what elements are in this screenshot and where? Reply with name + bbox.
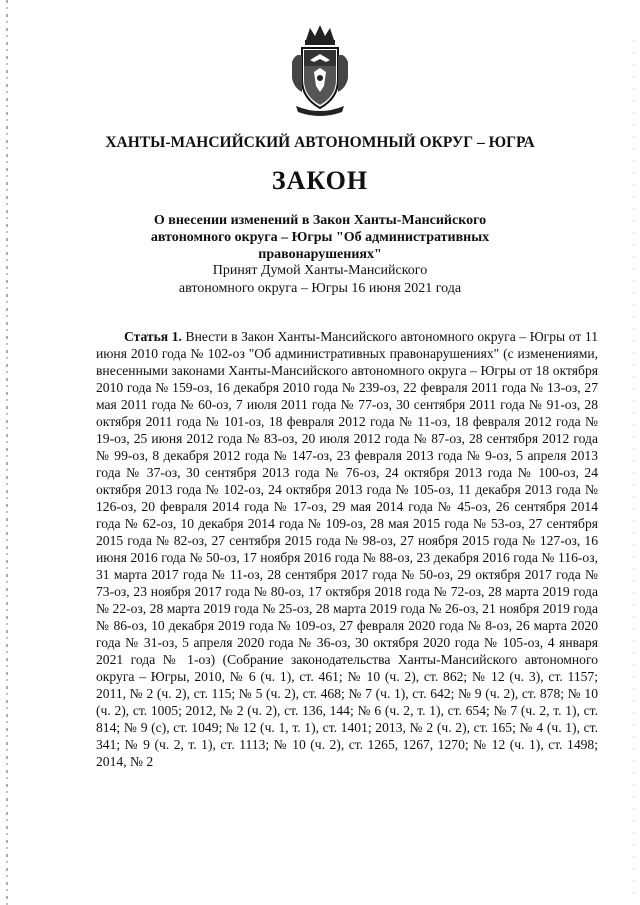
adoption-line-1: Принят Думой Ханты-Мансийского: [212, 263, 428, 278]
adoption-note: [150, 262, 490, 298]
adoption-line-2: автономного округа – Югры 16 июня 2021 года: [178, 281, 462, 296]
region-title: ХАНТЫ-МАНСИЙСКИЙ АВТОНОМНЫЙ ОКРУГ – ЮГРА: [105, 134, 535, 151]
article-text: Внести в Закон Ханты-Мансийского автономного округа – Югры от 11 июня 2010 года № 102-оз "Об административных правонарушениях" (с изменениями, внесенными законами Ханты-Мансийского автономного округа – Югры от 18 октября 2010 года № 159-оз, 16 декабря 2010 года № 239-оз, 22 февраля 2011 года № 13-оз, 27 мая 2011 года № 60-оз, 7 июля 2011 года № 77-оз, 30 сентября 2011 года № 91-оз, 28 октября 2011 года № 101-оз, 18 февраля 2012 года № 11-оз, 18 февраля 2012 года № 19-оз, 25 июня 2012 года № 83-оз, 20 июля 2012 года № 87-оз, 28 сентября 2012 года № 99-оз, 8 декабря 2012 года № 147-оз, 23 февраля 2013 года № 9-оз, 5 апреля 2013 года № 37-оз, 30 сентября 2013 года № 76-оз, 24 октября 2013 года № 100-оз, 24 октября 2013 года № 102-оз, 24 октября 2013 года № 105-оз, 11 декабря 2013 года № 126-оз, 20 февраля 2014 года № 17-оз, 29 мая 2014 года № 45-оз, 26 сентября 2014 года № 62-оз, 10 декабря 2014 года № 109-оз, 28 мая 2015 года № 53-оз, 27 сентября 2015 года № 82-оз, 27 сентября 2015 года № 98-оз, 27 ноября 2015 года № 127-оз, 16 июня 2016 года № 50-оз, 17 ноября 2016 года № 88-оз, 23 декабря 2016 года № 116-оз, 31 марта 2017 года № 11-оз, 28 сентября 2017 года № 50-оз, 29 октября 2017 года № 73-оз, 23 ноября 2017 года № 80-оз, 17 октября 2018 года № 72-оз, 28 марта 2019 года № 22-оз, 28 марта 2019 года № 25-оз, 28 марта 2019 года № 26-оз, 21 ноября 2019 года № 86-оз, 10 декабря 2019 года № 109-оз, 27 февраля 2020 года № 8-оз, 26 марта 2020 года № 31-оз, 5 апреля 2020 года № 36-оз, 30 октября 2020 года № 105-оз, 4 января 2021 года № 1-оз) (Собрание законодательства Ханты-Мансийского автономного округа – Югры, 2010, № 6 (ч. 1), ст. 461; № 10 (ч. 2), ст. 862; № 12 (ч. 3), ст. 1157; 2011, № 2 (ч. 2), ст. 115; № 5 (ч. 2), ст. 468; № 7 (ч. 1), ст. 642; № 9 (ч. 2), ст. 878; № 10 (ч. 2), ст. 1005; 2012, № 2 (ч. 2), ст. 136, 144; № 6 (ч. 2, т. 1), ст. 654; № 7 (ч. 2, т. 1), ст. 814; № 9 (с), ст. 1049; № 12 (ч. 1, т. 1), ст. 1401; 2013, № 2 (ч. 2), ст. 165; № 4 (ч. 1), ст. 341; № 9 (ч. 2, т. 1), ст. 1113; № 10 (ч. 2), ст. 1265, 1267, 1270; № 12 (ч. 1), ст. 1498; 2014, № 2: [96, 329, 598, 769]
article-1-paragraph: [96, 328, 598, 770]
law-subtitle: О внесении изменений в Закон Ханты-Мансийского автономного округа – Югры "Об административных правонарушениях": [150, 213, 490, 262]
article-label: Статья 1.: [124, 329, 182, 344]
law-title: ЗАКОН: [271, 166, 369, 195]
coat-of-arms-icon: [288, 22, 352, 118]
